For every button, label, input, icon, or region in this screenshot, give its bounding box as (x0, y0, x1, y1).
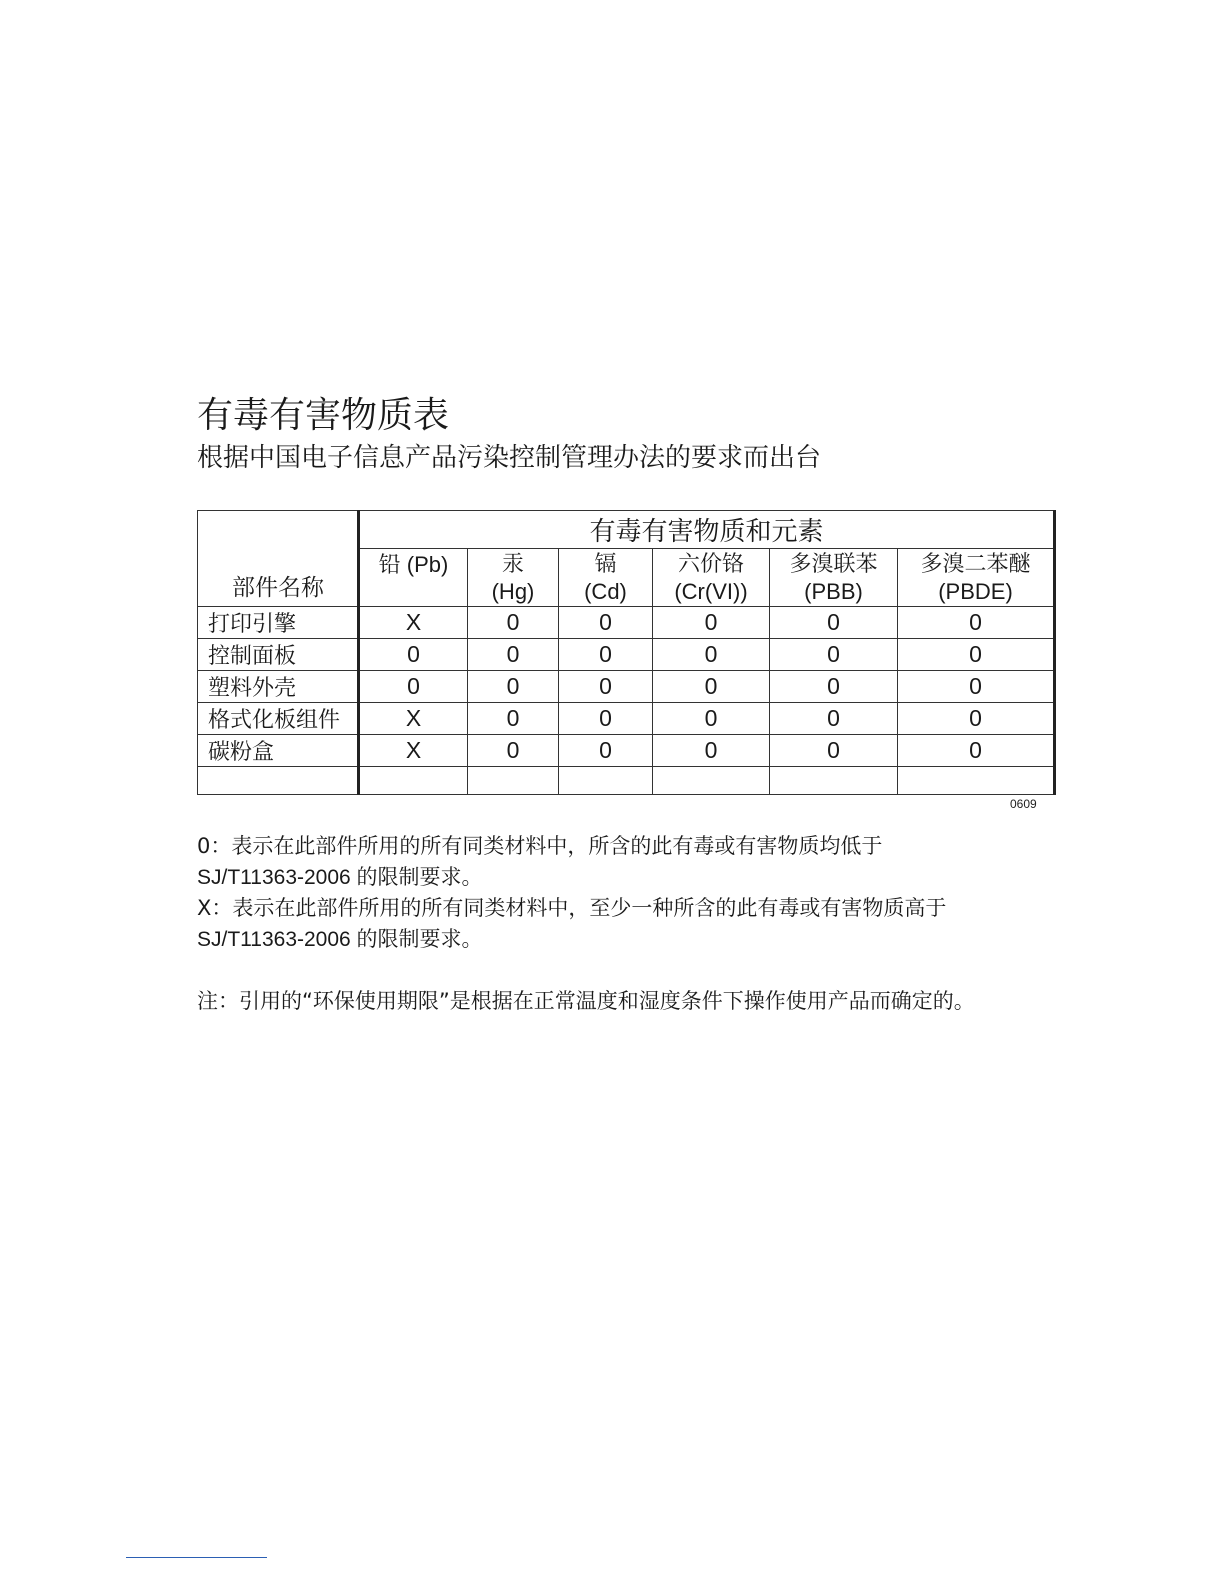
value-cell: 0 (359, 639, 468, 671)
value-cell: 0 (898, 639, 1055, 671)
substance-header-pb: 铅 (Pb) (359, 549, 468, 607)
value-cell: 0 (468, 671, 559, 703)
part-name-cell: 格式化板组件 (198, 703, 359, 735)
notes-spacer (197, 955, 1077, 986)
note-x-line2: SJ/T11363-2006 的限制要求。 (197, 928, 483, 951)
substance-header-cr6: 六价铬 (Cr(VI)) (653, 549, 770, 607)
value-cell (653, 767, 770, 795)
part-name-cell: 塑料外壳 (198, 671, 359, 703)
page-title: 有毒有害物质表 (197, 395, 450, 436)
value-cell: 0 (770, 703, 898, 735)
note-x-line1: X：表示在此部件所用的所有同类材料中，至少一种所含的此有毒或有害物质高于 (197, 896, 947, 920)
substance-header-cd: 镉 (Cd) (559, 549, 653, 607)
value-cell: 0 (770, 671, 898, 703)
value-cell: 0 (653, 703, 770, 735)
value-cell (468, 767, 559, 795)
value-cell: 0 (898, 671, 1055, 703)
note-zero-line2: SJ/T11363-2006 的限制要求。 (197, 866, 483, 889)
table-row (198, 639, 1055, 671)
value-cell: 0 (653, 671, 770, 703)
footer-rule (126, 1557, 267, 1558)
table-row (198, 703, 1055, 735)
value-cell (559, 767, 653, 795)
table-row (198, 735, 1055, 767)
value-cell: 0 (898, 735, 1055, 767)
part-name-cell: 打印引擎 (198, 607, 359, 639)
value-cell: 0 (559, 703, 653, 735)
substance-header-pbde: 多溴二苯醚 (PBDE) (898, 549, 1055, 607)
value-cell: X (359, 703, 468, 735)
value-cell: X (359, 607, 468, 639)
value-cell: 0 (653, 639, 770, 671)
value-cell: 0 (898, 607, 1055, 639)
note-environmental-period: 注：引用的“环保使用期限”是根据在正常温度和湿度条件下操作使用产品而确定的。 (197, 989, 975, 1013)
value-cell: 0 (468, 639, 559, 671)
value-cell: 0 (468, 735, 559, 767)
value-cell: 0 (559, 639, 653, 671)
value-cell (770, 767, 898, 795)
value-cell: 0 (770, 735, 898, 767)
substance-header-hg: 汞 (Hg) (468, 549, 559, 607)
value-cell: 0 (653, 735, 770, 767)
value-cell: 0 (770, 607, 898, 639)
value-cell (359, 767, 468, 795)
substance-header-pbb: 多溴联苯 (PBB) (770, 549, 898, 607)
value-cell: 0 (559, 735, 653, 767)
part-name-header: 部件名称 (198, 511, 359, 607)
value-cell: 0 (468, 703, 559, 735)
value-cell: 0 (898, 703, 1055, 735)
part-name-cell: 控制面板 (198, 639, 359, 671)
table-row (198, 671, 1055, 703)
value-cell: 0 (559, 607, 653, 639)
document-code: 0609 (1010, 797, 1037, 811)
part-name-cell: 碳粉盒 (198, 735, 359, 767)
value-cell: 0 (559, 671, 653, 703)
value-cell: 0 (770, 639, 898, 671)
hazardous-substances-table (197, 510, 1056, 795)
value-cell: X (359, 735, 468, 767)
value-cell (898, 767, 1055, 795)
value-cell: 0 (359, 671, 468, 703)
part-name-cell (198, 767, 359, 795)
substance-group-header: 有毒有害物质和元素 (359, 511, 1055, 549)
value-cell: 0 (653, 607, 770, 639)
note-zero-line1: 0：表示在此部件所用的所有同类材料中，所含的此有毒或有害物质均低于 (197, 834, 883, 858)
table-row (198, 607, 1055, 639)
table-row-empty (198, 767, 1055, 795)
page-subtitle: 根据中国电子信息产品污染控制管理办法的要求而出台 (197, 443, 822, 473)
notes-section (197, 831, 1077, 1017)
value-cell: 0 (468, 607, 559, 639)
